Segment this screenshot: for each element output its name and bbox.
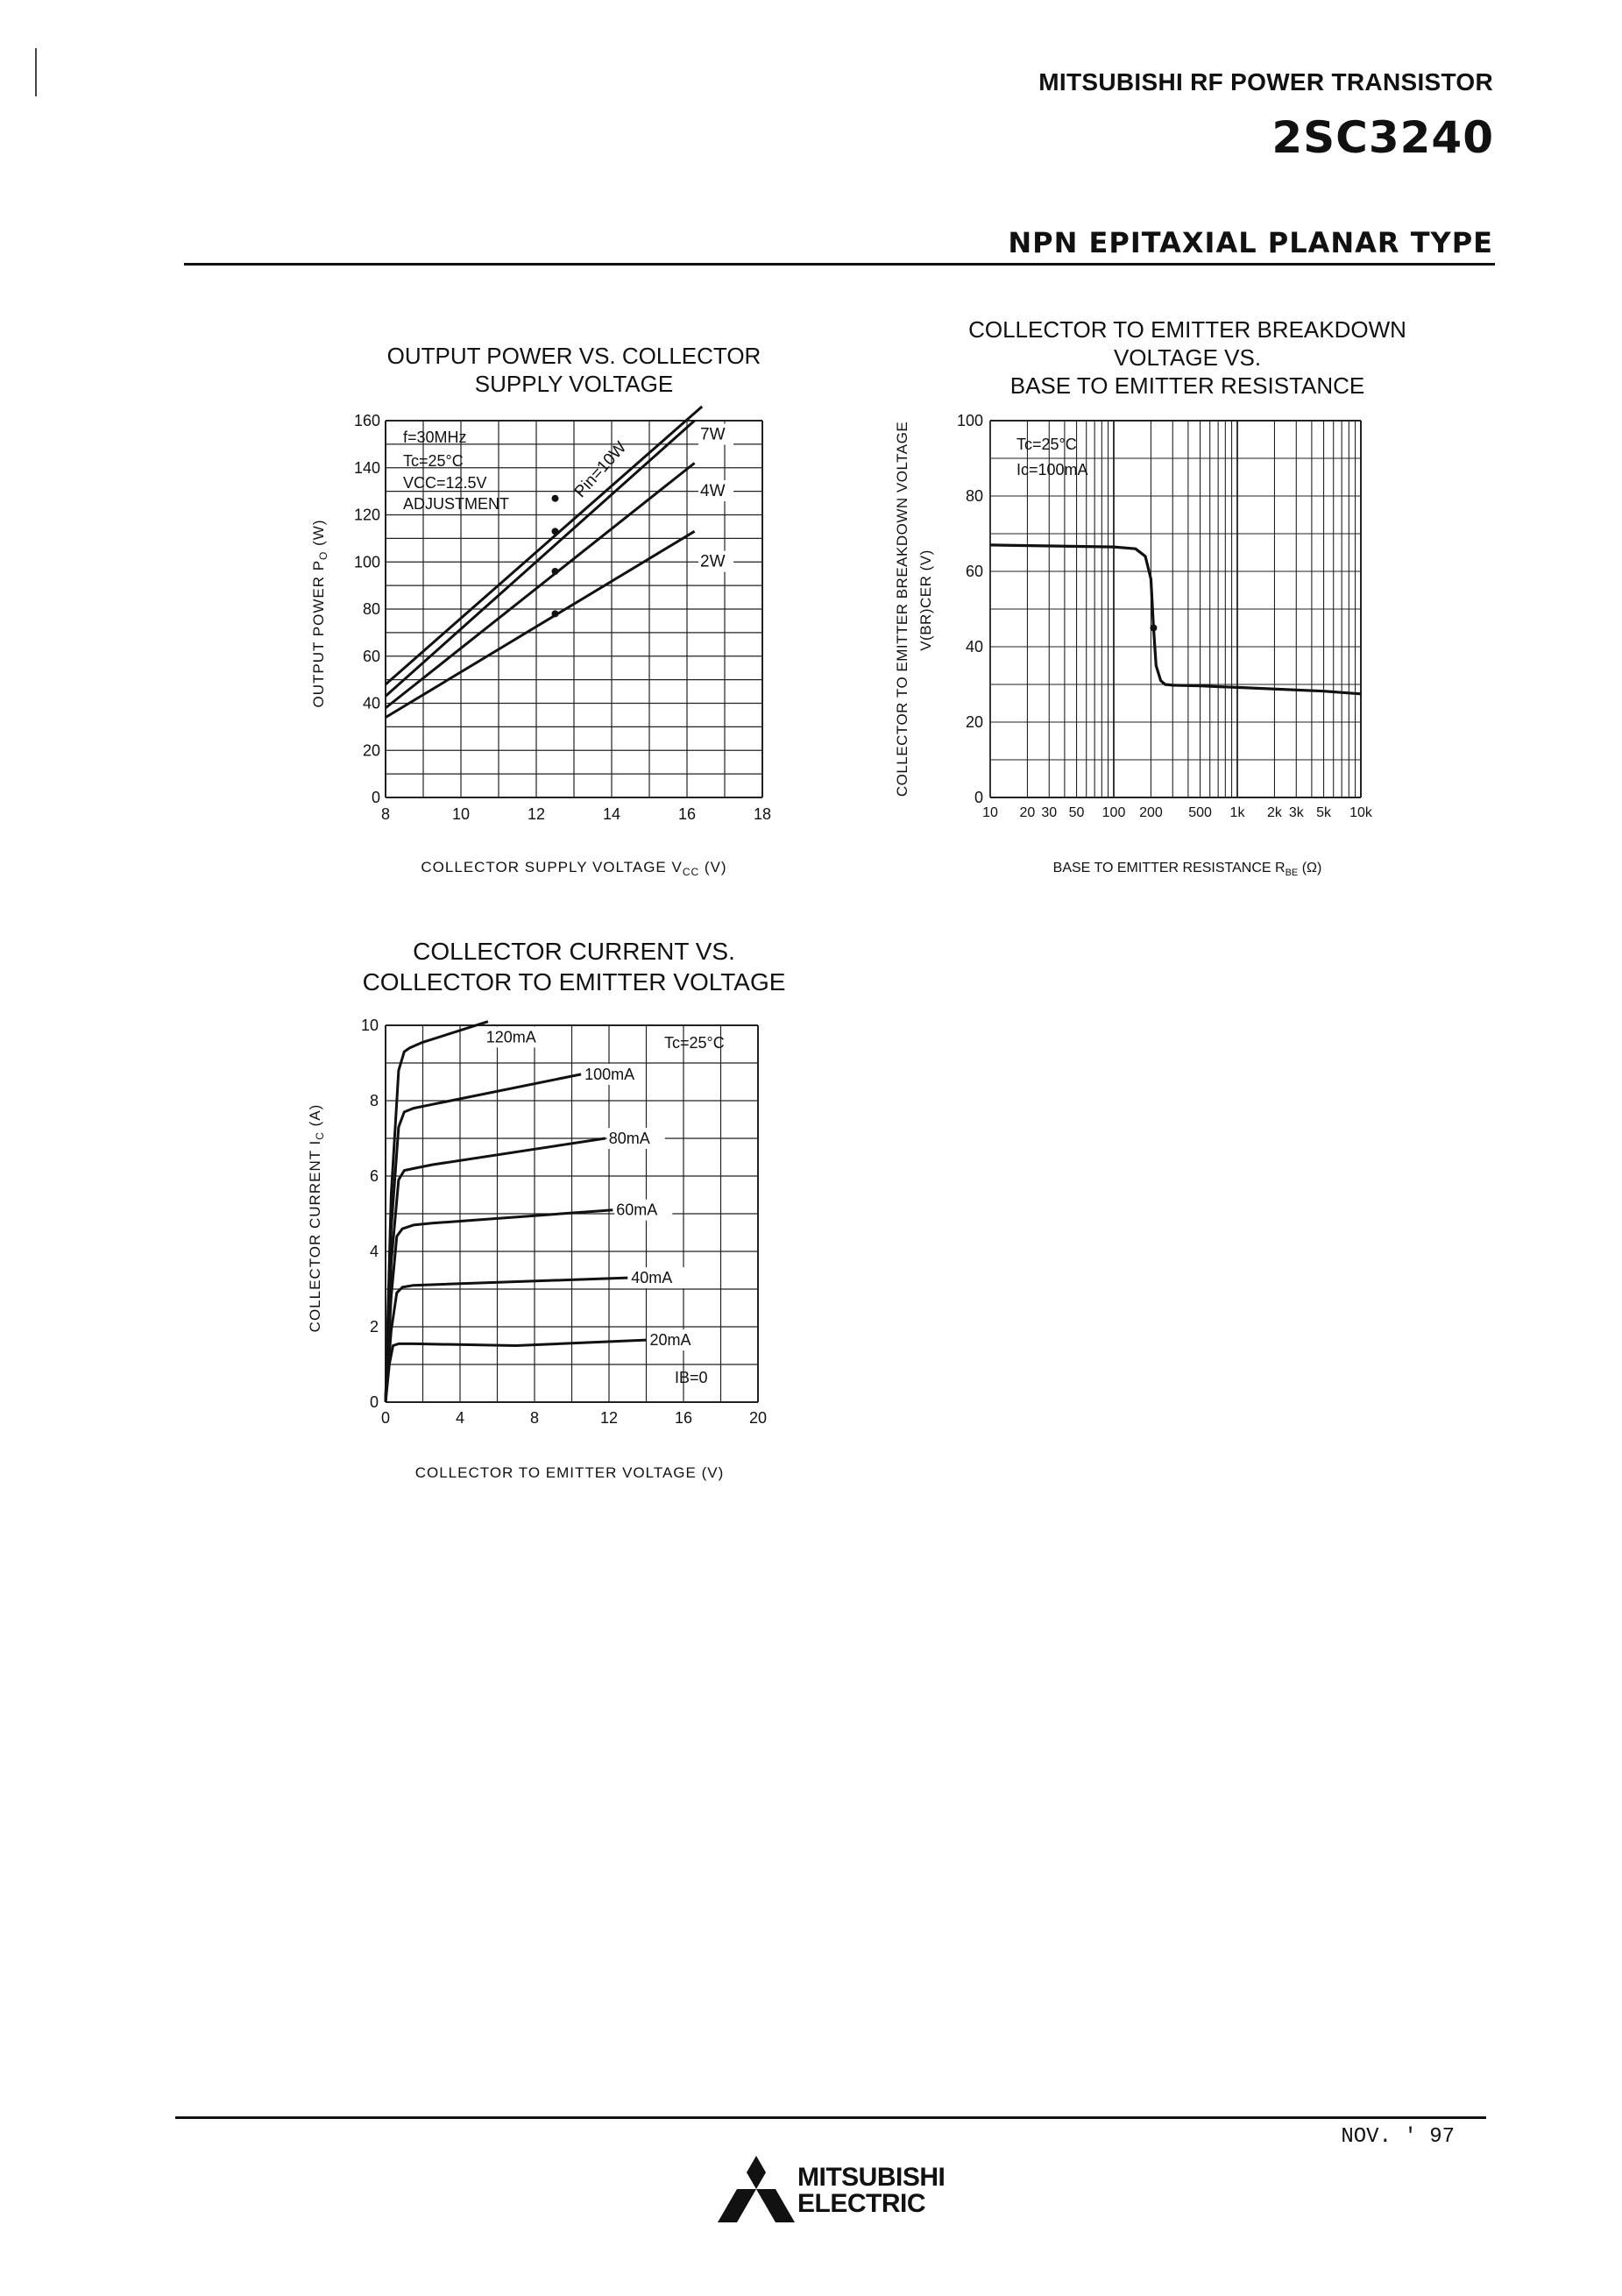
chart2-annot-tc: Tc=25°C bbox=[1016, 436, 1077, 453]
chart3-title-line1: COLLECTOR CURRENT VS. bbox=[413, 938, 735, 965]
data-point bbox=[552, 610, 559, 617]
chart-collector-current bbox=[280, 929, 824, 1490]
y-tick-label: 0 bbox=[371, 789, 380, 806]
x-tick-label: 30 bbox=[1041, 805, 1058, 820]
x-tick-label: 0 bbox=[380, 1409, 391, 1427]
y-tick-label: 80 bbox=[362, 600, 380, 618]
x-tick-label: 50 bbox=[1068, 805, 1085, 820]
transistor-type: NPN EPITAXIAL PLANAR TYPE bbox=[1008, 226, 1493, 259]
series-line bbox=[386, 1138, 606, 1402]
chart1-annot-vcc: VCC=12.5V bbox=[403, 474, 487, 492]
x-tick-label: 16 bbox=[677, 805, 697, 823]
chart2-ylabel2: V(BR)CER (V) bbox=[917, 549, 934, 651]
series-label: 2W bbox=[700, 552, 726, 571]
y-tick-label: 100 bbox=[956, 412, 983, 429]
chart1-ylabel: OUTPUT POWER $P_O$ (W) bbox=[310, 519, 329, 708]
logo-line1: MITSUBISHI bbox=[797, 2163, 946, 2192]
y-tick-label: 40 bbox=[965, 638, 983, 655]
x-tick-label: 100 bbox=[1101, 805, 1126, 820]
x-tick-label: 8 bbox=[529, 1409, 540, 1427]
series-label: 7W bbox=[700, 425, 726, 444]
data-point bbox=[552, 528, 559, 535]
chart1-annot-freq: f=30MHz bbox=[403, 429, 467, 446]
chart2-annot-ic: Ic=100mA bbox=[1016, 461, 1088, 478]
x-tick-label: 10k bbox=[1349, 805, 1372, 820]
x-tick-label: 5k bbox=[1316, 805, 1332, 820]
chart1-xlabel: COLLECTOR SUPPLY VOLTAGE $V_{CC}$ (V) bbox=[421, 859, 727, 878]
chart3-annot-ib0: IB=0 bbox=[675, 1369, 708, 1386]
chart1-title-line2: SUPPLY VOLTAGE bbox=[474, 371, 674, 397]
y-tick-label: 60 bbox=[965, 563, 983, 580]
series-label: 80mA bbox=[608, 1130, 650, 1147]
footer-date: NOV. ' 97 bbox=[1341, 2125, 1455, 2149]
logo-text bbox=[797, 2165, 945, 2217]
chart-breakdown-voltage bbox=[876, 307, 1446, 885]
footer-rule bbox=[175, 2116, 1486, 2119]
chart3-title-line2: COLLECTOR TO EMITTER VOLTAGE bbox=[362, 968, 786, 996]
y-tick-label: 40 bbox=[362, 694, 380, 712]
x-tick-label: 20 bbox=[1019, 805, 1036, 820]
x-tick-label: 500 bbox=[1188, 805, 1212, 820]
series-line bbox=[386, 407, 702, 684]
logo-line2: ELECTRIC bbox=[797, 2189, 925, 2218]
y-tick-label: 120 bbox=[353, 506, 380, 524]
y-tick-label: 6 bbox=[369, 1167, 379, 1185]
x-tick-label: 8 bbox=[380, 805, 391, 823]
y-tick-label: 80 bbox=[965, 487, 983, 505]
series-line bbox=[386, 1074, 581, 1402]
y-tick-label: 20 bbox=[965, 713, 983, 731]
x-tick-label: 200 bbox=[1139, 805, 1163, 820]
chart2-title-line1: COLLECTOR TO EMITTER BREAKDOWN bbox=[968, 316, 1406, 343]
y-tick-label: 20 bbox=[362, 741, 380, 760]
series-label: 20mA bbox=[649, 1331, 691, 1350]
y-tick-label: 8 bbox=[369, 1092, 379, 1109]
y-tick-label: 2 bbox=[369, 1318, 379, 1336]
y-tick-label: 160 bbox=[353, 412, 380, 429]
company-header: MITSUBISHI RF POWER TRANSISTOR bbox=[1038, 68, 1493, 96]
x-tick-label: 16 bbox=[674, 1409, 693, 1427]
y-tick-label: 60 bbox=[362, 647, 380, 665]
header-rule bbox=[184, 263, 1495, 266]
chart2-title-line2: VOLTAGE VS. bbox=[1113, 344, 1262, 371]
chart1-title-line1: OUTPUT POWER VS. COLLECTOR bbox=[386, 343, 761, 369]
series-label: 100mA bbox=[584, 1065, 635, 1083]
chart3-ylabel: COLLECTOR CURRENT $I_C$ (A) bbox=[307, 1103, 326, 1333]
chart1-annot-tc: Tc=25°C bbox=[403, 452, 464, 470]
series-line bbox=[386, 1210, 613, 1402]
series-label: 4W bbox=[700, 482, 726, 500]
series-label: 60mA bbox=[616, 1201, 658, 1219]
y-tick-label: 0 bbox=[974, 789, 983, 806]
x-tick-label: 20 bbox=[748, 1409, 768, 1427]
x-tick-label: 3k bbox=[1288, 805, 1304, 820]
chart3-plot bbox=[361, 1017, 767, 1427]
chart1-annot-adjust: ADJUSTMENT bbox=[403, 495, 509, 513]
part-number: 2SC3240 bbox=[1271, 112, 1494, 163]
series-line bbox=[386, 1278, 627, 1402]
chart2-title-line3: BASE TO EMITTER RESISTANCE bbox=[1009, 372, 1365, 399]
x-tick-label: 10 bbox=[451, 805, 471, 823]
y-tick-label: 4 bbox=[369, 1243, 379, 1260]
y-tick-label: 140 bbox=[353, 458, 380, 477]
x-tick-label: 12 bbox=[599, 1409, 619, 1427]
x-tick-label: 18 bbox=[753, 805, 772, 823]
y-tick-label: 100 bbox=[353, 553, 380, 571]
chart2-ylabel: COLLECTOR TO EMITTER BREAKDOWN VOLTAGE bbox=[894, 421, 910, 797]
y-tick-label: 0 bbox=[369, 1393, 379, 1411]
series-label: 120mA bbox=[485, 1028, 536, 1046]
chart3-annot-tc: Tc=25°C bbox=[664, 1034, 725, 1052]
scan-mark bbox=[35, 48, 37, 96]
data-point bbox=[1150, 625, 1157, 632]
y-tick-label: 10 bbox=[360, 1017, 379, 1034]
x-tick-label: 1k bbox=[1229, 805, 1245, 820]
x-tick-label: 4 bbox=[455, 1409, 465, 1427]
series-label: Pin=10W bbox=[570, 438, 631, 502]
chart2-xlabel: BASE TO EMITTER RESISTANCE $R_{BE}$ (Ω) bbox=[1052, 861, 1322, 878]
series-label: 40mA bbox=[631, 1269, 673, 1287]
x-tick-label: 14 bbox=[602, 805, 621, 823]
x-tick-label: 12 bbox=[527, 805, 546, 823]
series-line bbox=[990, 545, 1361, 694]
data-point bbox=[552, 495, 559, 502]
x-tick-label: 2k bbox=[1266, 805, 1282, 820]
chart3-xlabel: COLLECTOR TO EMITTER VOLTAGE (V) bbox=[414, 1464, 725, 1481]
chart-output-power bbox=[280, 333, 806, 885]
data-point bbox=[552, 568, 559, 575]
x-tick-label: 10 bbox=[982, 805, 998, 820]
series-line bbox=[386, 1340, 647, 1402]
